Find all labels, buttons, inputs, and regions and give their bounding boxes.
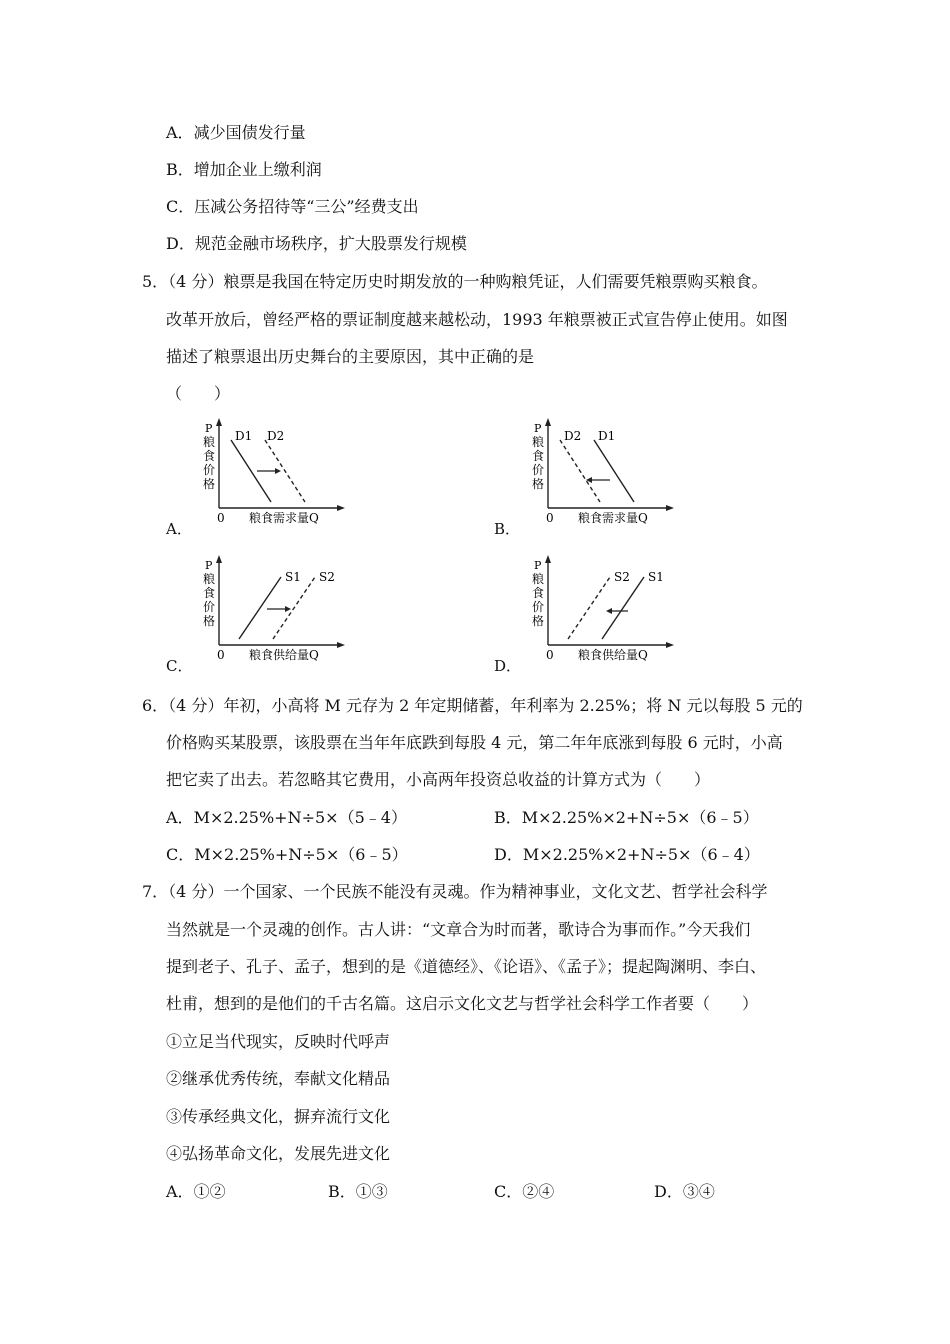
- q5-graph-c: [195, 555, 345, 665]
- graph-c-y-c4: 格: [203, 614, 216, 628]
- graph-b-y-c4: 格: [532, 477, 545, 491]
- graph-c-solid-label: S1: [285, 570, 301, 584]
- graph-d-y-c2: 食: [532, 586, 545, 600]
- graph-d-y-c3: 价: [532, 600, 545, 614]
- graph-a-y-c4: 格: [203, 477, 216, 491]
- q7-option-d: D．③④: [654, 1182, 715, 1201]
- graph-c-solid-curve: [239, 577, 281, 639]
- q4-option-b: B．增加企业上缴利润: [166, 160, 322, 179]
- q6-option-b: B．M×2.25%×2+N÷5×（6﹣5）: [494, 808, 759, 827]
- q7-option-c: C．②④: [494, 1182, 555, 1201]
- q5-text-line-1: 5．（4 分）粮票是我国在特定历史时期发放的一种购粮凭证，人们需要凭粮票购买粮食。: [142, 272, 768, 291]
- graph-b-x-label: 粮食需求量Q: [578, 511, 648, 525]
- graph-d-y-p: P: [534, 559, 542, 572]
- graph-c-y-p: P: [205, 559, 213, 572]
- graph-d-solid-label: S1: [648, 570, 664, 584]
- q5-option-c-label: C．: [166, 657, 193, 675]
- graph-a-y-c3: 价: [203, 463, 216, 477]
- graph-c-dashed-label: S2: [319, 570, 335, 584]
- graph-d-y-c1: 粮: [532, 572, 545, 586]
- q7-text-line-1: 7．（4 分）一个国家、一个民族不能没有灵魂。作为精神事业，文化文艺、哲学社会科学: [142, 882, 768, 901]
- q7-option-b: B．①③: [328, 1182, 388, 1201]
- graph-c-y-c3: 价: [203, 600, 216, 614]
- graph-c-x-label: 粮食供给量Q: [249, 648, 319, 662]
- q7-text-line-3: 提到老子、孔子、孟子，想到的是《道德经》、《论语》、《孟子》；提起陶渊明、李白、: [166, 957, 767, 976]
- graph-a-origin: 0: [217, 511, 225, 525]
- graph-b-dashed-curve: [560, 440, 600, 502]
- q6-text-line-1: 6．（4 分）年初，小高将 M 元存为 2 年定期储蓄，年利率为 2.25%；将 N 元以每股 5 元的: [142, 696, 803, 715]
- graph-d-origin: 0: [546, 648, 554, 662]
- graph-d-y-c4: 格: [532, 614, 545, 628]
- q7-statement-4: ④弘扬革命文化，发展先进文化: [166, 1144, 391, 1163]
- q7-statement-3: ③传承经典文化，摒弃流行文化: [166, 1107, 391, 1126]
- q5-option-b-label: B．: [494, 520, 521, 538]
- q7-text-line-4: 杜甫，想到的是他们的千古名篇。这启示文化文艺与哲学社会科学工作者要（ ）: [166, 994, 759, 1013]
- q4-option-d: D．规范金融市场秩序，扩大股票发行规模: [166, 234, 467, 253]
- graph-a-y-p: P: [205, 422, 213, 435]
- graph-c-y-c1: 粮: [203, 572, 216, 586]
- graph-b-y-c2: 食: [532, 449, 545, 463]
- graph-a-dashed-label: D2: [267, 429, 285, 443]
- q6-option-c: C．M×2.25%+N÷5×（6﹣5）: [166, 845, 408, 864]
- q5-graph-d: [524, 555, 674, 665]
- graph-b-y-p: P: [534, 422, 542, 435]
- graph-b-y-c1: 粮: [532, 435, 545, 449]
- graph-a-y-c2: 食: [203, 449, 216, 463]
- q5-answer-blank: （ ）: [166, 384, 231, 403]
- graph-b-solid-label: D1: [598, 429, 616, 443]
- q5-graph-a: [195, 418, 345, 528]
- graph-b-dashed-label: D2: [564, 429, 582, 443]
- graph-b-origin: 0: [546, 511, 554, 525]
- q5-option-d-label: D．: [494, 657, 522, 675]
- q7-statement-2: ②继承优秀传统，奉献文化精品: [166, 1069, 391, 1088]
- q7-text-line-2: 当然就是一个灵魂的创作。古人讲：“文章合为时而著，歌诗合为事而作。”今天我们: [166, 920, 751, 939]
- q5-graph-b: [524, 418, 674, 528]
- graph-d-dashed-curve: [568, 577, 610, 639]
- graph-d-solid-curve: [602, 577, 644, 639]
- graph-b-y-c3: 价: [532, 463, 545, 477]
- graph-a-y-c1: 粮: [203, 435, 216, 449]
- q5-option-a-label: A．: [166, 520, 192, 538]
- graph-a-x-label: 粮食需求量Q: [249, 511, 319, 525]
- graph-c-y-c2: 食: [203, 586, 216, 600]
- q7-option-a: A．①②: [166, 1182, 226, 1201]
- q6-option-d: D．M×2.25%×2+N÷5×（6﹣4）: [494, 845, 760, 864]
- graph-a-solid-label: D1: [235, 429, 253, 443]
- q7-statement-1: ①立足当代现实，反映时代呼声: [166, 1032, 391, 1051]
- q5-text-line-3: 描述了粮票退出历史舞台的主要原因，其中正确的是: [166, 347, 535, 366]
- graph-b-solid-curve: [594, 440, 634, 502]
- q4-option-c: C．压减公务招待等“三公”经费支出: [166, 197, 419, 216]
- graph-d-dashed-label: S2: [614, 570, 630, 584]
- q4-option-a: A．减少国债发行量: [166, 123, 306, 142]
- q6-option-a: A．M×2.25%+N÷5×（5﹣4）: [166, 808, 407, 827]
- q6-text-line-2: 价格购买某股票，该股票在当年年底跌到每股 4 元，第二年年底涨到每股 6 元时，小高: [166, 733, 783, 752]
- graph-d-x-label: 粮食供给量Q: [578, 648, 648, 662]
- graph-c-origin: 0: [217, 648, 225, 662]
- graph-c-dashed-curve: [273, 577, 315, 639]
- q5-text-line-2: 改革开放后，曾经严格的票证制度越来越松动，1993 年粮票被正式宣告停止使用。如图: [166, 310, 788, 329]
- q6-text-line-3: 把它卖了出去。若忽略其它费用，小高两年投资总收益的计算方式为（ ）: [166, 770, 711, 789]
